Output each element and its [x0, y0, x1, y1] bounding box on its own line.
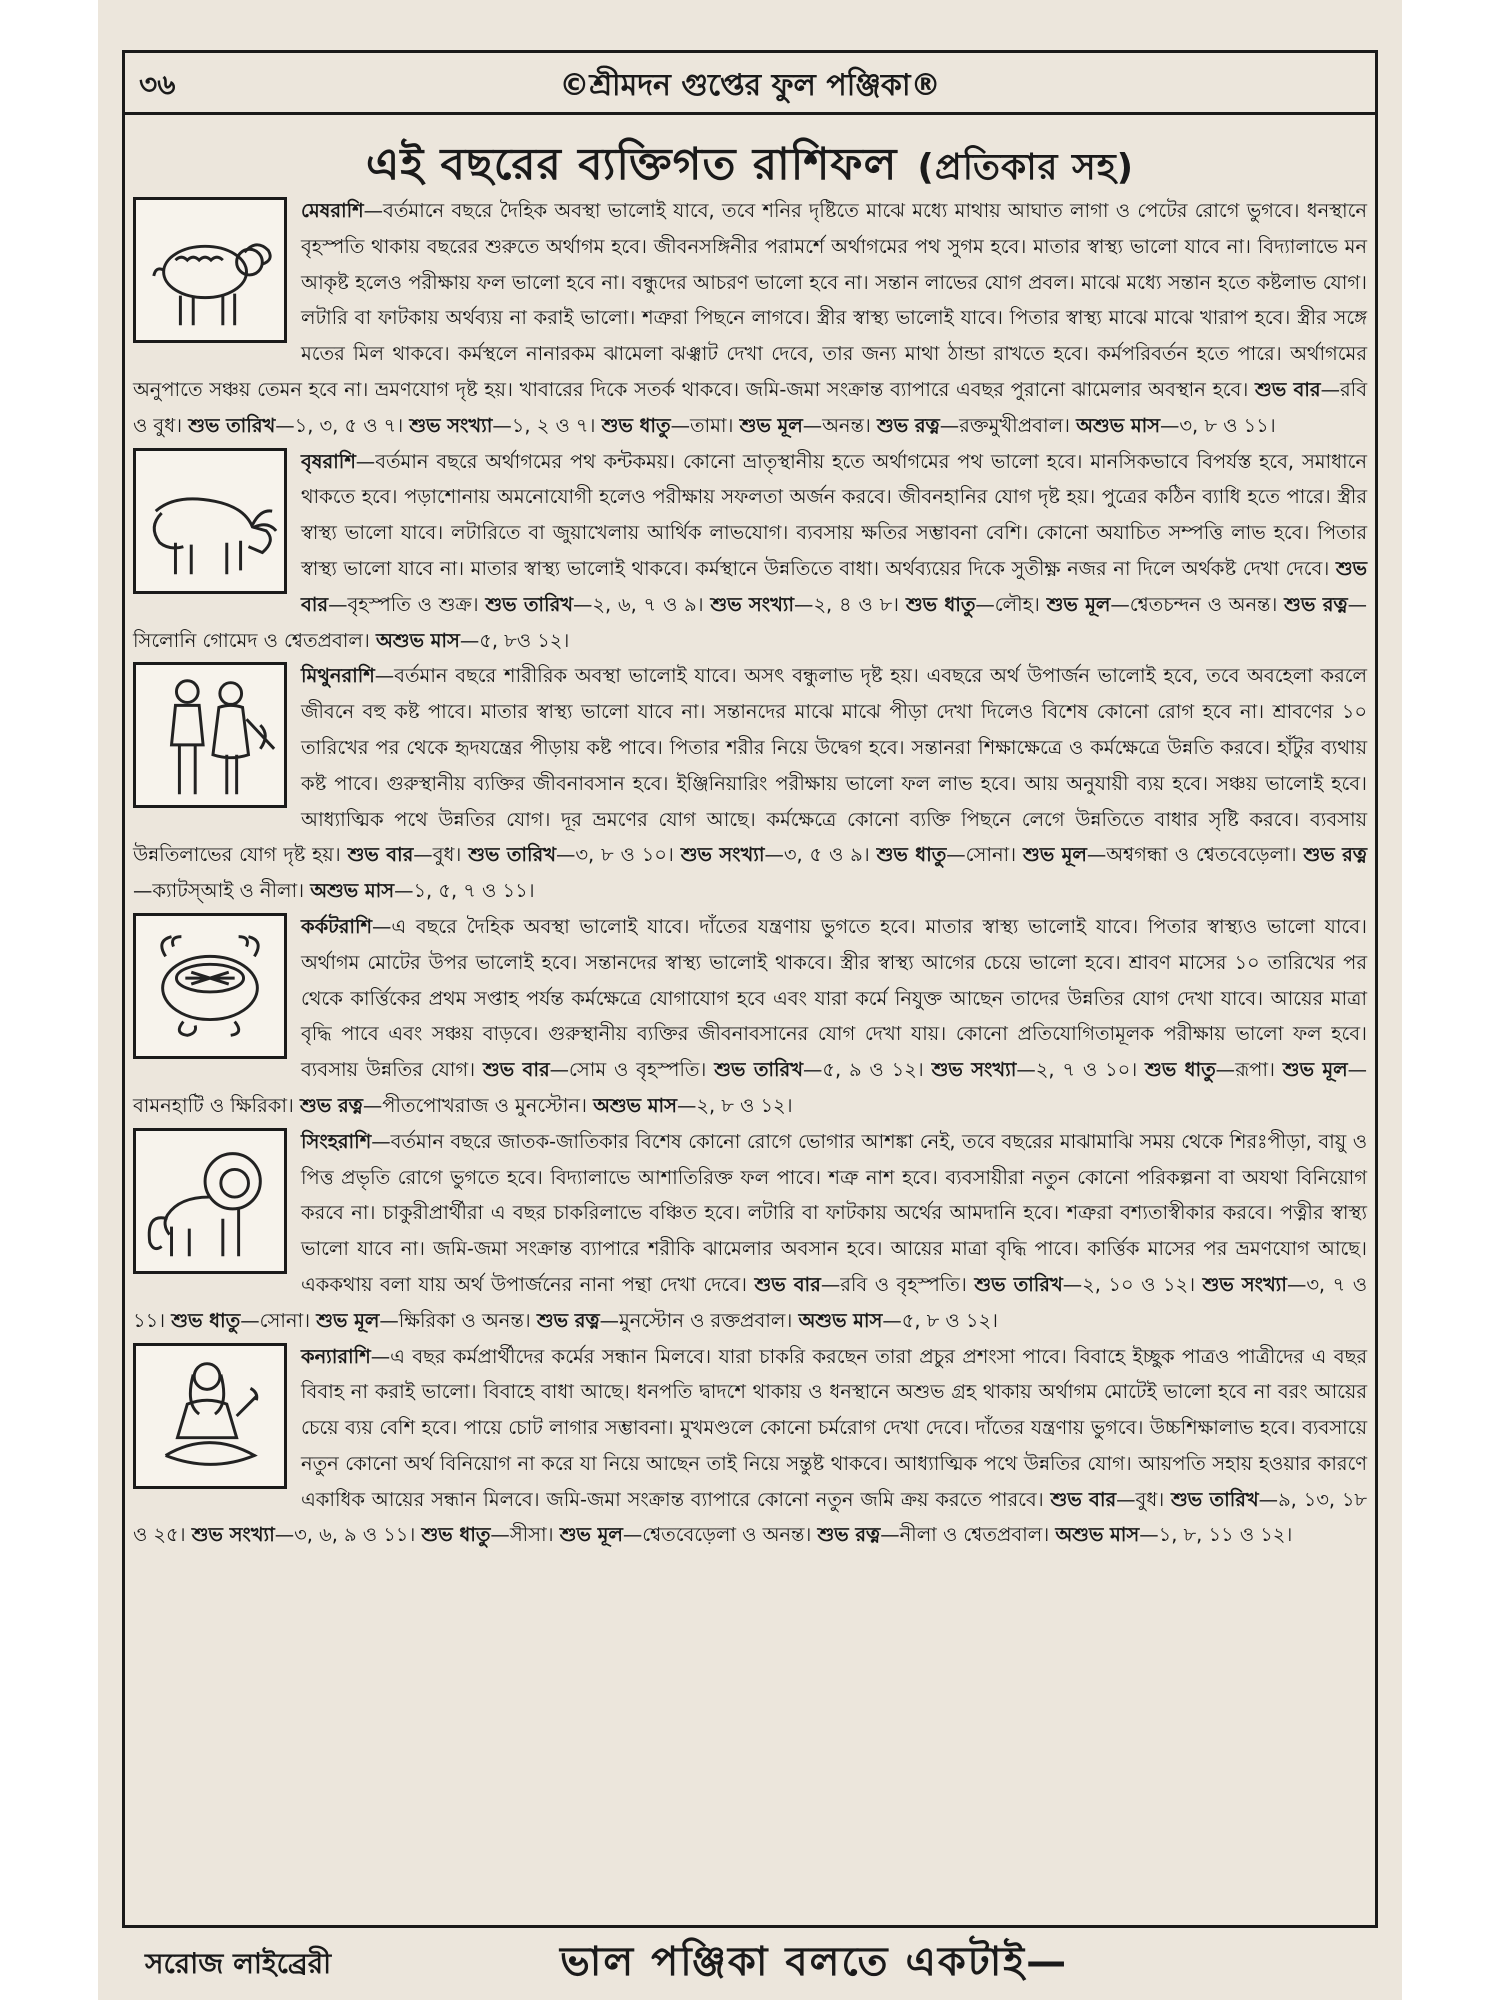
sign-entry-aries — [133, 193, 1367, 444]
remedy-label-date: শুভ তারিখ — [1170, 1487, 1259, 1511]
remedy-value-day: —রবি ও বুধ। — [133, 377, 1368, 437]
sign-description: —বর্তমান বছরে শারীরিক অবস্থা ভালোই যাবে। অসৎ বন্ধুলাভ দৃষ্ট হয়। এবছরে অর্থ উপার্জন ভালোই হবে, তবে অবহেলা করলে জীবনে বহু কষ্ট পাবে। মাতার স্বাস্থ্য ভালো যাবে না। সন্তানদের মাঝে মাঝে পীড়া দেখা দিলেও বিশেষ কোনো রোগ হবে না। শ্রাবণের ১০ তারিখের পর থেকে হৃদযন্ত্রের পীড়ায় কষ্ট পাবে। পিতার শরীর নিয়ে উদ্বেগ হবে। সন্তানরা শিক্ষাক্ষেত্রে ও কর্মক্ষেত্রে উন্নতি করবে। হাঁটুর ব্যথায় কষ্ট পাবে। গুরুস্থানীয় ব্যক্তির জীবনাবসান হবে। ইঞ্জিনিয়ারিং পরীক্ষায় ভালো ফল লাভ হবে। আয় অনুযায়ী ব্যয় হবে। সঞ্চয় ভালোই হবে। আধ্যাত্মিক পথে উন্নতির যোগ। দূর ভ্রমণের যোগ আছে। কর্মক্ষেত্রে কোনো ব্যক্তি পিছনে লেগে উন্নতিতে বাধার সৃষ্টি করবে। ব্যবসায় উন্নতিলাভের যোগ দৃষ্ট হয়। — [133, 664, 1367, 867]
remedy-value-date: —২, ১০ ও ১২। — [1062, 1272, 1196, 1296]
remedy-label-number: শুভ সংখ্যা — [191, 1523, 275, 1547]
remedy-label-date: শুভ তারিখ — [714, 1058, 803, 1082]
sign-entry-taurus — [133, 444, 1367, 659]
remedy-label-root: শুভ মূল — [1023, 843, 1087, 867]
ram-icon — [133, 197, 287, 343]
remedy-value-date: —৩, ৮ ও ১০। — [555, 843, 674, 867]
sign-entry-gemini — [133, 658, 1367, 909]
couple-icon — [133, 662, 287, 808]
sign-name: কন্যারাশি — [301, 1344, 371, 1368]
remedy-value-month: —১, ৫, ৭ ও ১১। — [394, 879, 535, 903]
remedy-value-date: —১, ৩, ৫ ও ৭। — [275, 413, 404, 437]
remedy-label-gem: শুভ রত্ন — [876, 413, 940, 437]
remedy-value-number: —৩, ৫ ও ৯। — [764, 843, 870, 867]
remedy-value-metal: —সোনা। — [240, 1308, 311, 1332]
publication-title: ©শ্রীমদন গুপ্তের ফুল পঞ্জিকা® — [559, 68, 941, 103]
sign-description: —বর্তমান বছরে অর্থাগমের পথ কন্টকময়। কোনো ভ্রাতৃস্থানীয় হতে অর্থাগমের পথ ভালো হবে। মানসিকভাবে বিপর্যস্ত হবে, সমাধানে থাকতে হবে। পড়াশোনায় অমনোযোগী হলেও পরীক্ষায় সফলতা অর্জন করবে। জীবনহানির যোগ দৃষ্ট হয়। পুত্রের কঠিন ব্যাধি হতে পারে। স্ত্রীর স্বাস্থ্য ভালো যাবে। লটারিতে বা জুয়াখেলায় আর্থিক লাভযোগ। ব্যবসায় ক্ষতির সম্ভাবনা বেশি। কোনো অযাচিত সম্পত্তি লাভ হবে। পিতার স্বাস্থ্য ভালো যাবে না। মাতার স্বাস্থ্য ভালোই থাকবে। কর্মস্থানে উন্নতিতে বাধা। অর্থব্যয়ের দিকে সুতীক্ষ্ণ নজর না দিলে অর্থকষ্ট দেখা দেবে। — [301, 449, 1367, 580]
remedy-label-number: শুভ সংখ্যা — [409, 413, 493, 437]
remedy-label-day: শুভ বার — [1255, 377, 1321, 401]
remedy-value-metal: —লৌহ। — [975, 592, 1040, 616]
remedy-value-root: —অশ্বগন্ধা ও শ্বেতবেড়েলা। — [1086, 843, 1297, 867]
remedy-label-gem: শুভ রত্ন — [300, 1093, 363, 1117]
remedy-label-date: শুভ তারিখ — [468, 843, 556, 867]
remedy-value-root: —বামনহাটি ও ক্ষিরিকা। — [133, 1058, 1367, 1117]
remedy-label-date: শুভ তারিখ — [188, 413, 276, 437]
lion-icon — [133, 1128, 287, 1274]
remedy-label-gem: শুভ রত্ন — [536, 1308, 600, 1332]
remedy-label-metal: শুভ ধাতু — [421, 1523, 491, 1547]
remedy-label-root: শুভ মূল — [316, 1308, 380, 1332]
remedy-label-day: শুভ বার — [482, 1058, 550, 1082]
remedy-value-date: —৫, ৯ ও ১২। — [802, 1058, 924, 1082]
remedy-value-month: —৩, ৮ ও ১১। — [1160, 413, 1276, 437]
running-header — [125, 53, 1375, 115]
remedy-value-month: —৫, ৮ ও ১২। — [882, 1308, 998, 1332]
sign-name: কর্কটরাশি — [301, 914, 373, 938]
remedy-label-date: শুভ তারিখ — [974, 1272, 1063, 1296]
remedy-label-number: শুভ সংখ্যা — [680, 843, 765, 867]
remedy-label-metal: শুভ ধাতু — [905, 592, 976, 616]
remedy-value-metal: —সীসা। — [490, 1523, 554, 1547]
remedy-value-gem: —নীলা ও শ্বেতপ্রবাল। — [880, 1523, 1050, 1547]
remedy-value-month: —২, ৮ ও ১২। — [676, 1093, 793, 1117]
remedy-label-metal: শুভ ধাতু — [1145, 1058, 1216, 1082]
remedy-label-day: শুভ বার — [754, 1272, 821, 1296]
sign-name: মিথুনরাশি — [301, 664, 375, 688]
remedy-label-month: অশুভ মাস — [375, 628, 460, 652]
remedy-value-number: —৩, ৬, ৯ ও ১১। — [274, 1523, 416, 1547]
remedy-label-metal: শুভ ধাতু — [876, 843, 947, 867]
remedy-value-metal: —সোনা। — [946, 843, 1017, 867]
remedy-value-gem: —পীতপোখরাজ ও মুনস্টোন। — [362, 1093, 587, 1117]
remedy-label-metal: শুভ ধাতু — [171, 1308, 241, 1332]
footer-slogan: ভাল পঞ্জিকা বলতে একটাই— — [560, 1939, 1069, 1985]
footer-publisher: সরোজ লাইব্রেরী — [145, 1947, 332, 1980]
remedy-value-gem: —রক্তমুখীপ্রবাল। — [939, 413, 1070, 437]
remedy-value-day: —বৃহস্পতি ও শুক্র। — [328, 592, 479, 616]
remedy-value-root: —শ্বেতচন্দন ও অনন্ত। — [1110, 592, 1278, 616]
remedy-label-root: শুভ মূল — [739, 413, 803, 437]
remedy-value-date: —৯, ১৩, ১৮ ও ২৫। — [133, 1487, 1367, 1547]
remedy-label-root: শুভ মূল — [1046, 592, 1111, 616]
remedy-value-month: —১, ৮, ১১ ও ১২। — [1139, 1523, 1293, 1547]
sign-description: —বর্তমান বছরে জাতক-জাতিকার বিশেষ কোনো রোগে ভোগার আশঙ্কা নেই, তবে বছরের মাঝামাঝি সময় থেকে শিরঃপীড়া, বায়ু ও পিত্ত প্রভৃতি রোগে ভুগতে হবে। বিদ্যালাভে আশাতিরিক্ত ফল পাবে। শত্রু নাশ হবে। ব্যবসায়ীরা নতুন কোনো পরিকল্পনা বা অযথা বিনিয়োগ করবে না। চাকুরীপ্রার্থীরা এ বছর চাকরিলাভে বঞ্চিত হবে। লটারি বা ফাটকায় অর্থের আমদানি হবে। শত্রুরা বশ্যতাস্বীকার করবে। পত্নীর স্বাস্থ্য ভালো যাবে না। জমি-জমা সংক্রান্ত ব্যাপারে শরীকি ঝামেলার অবসান হবে। আয়ের মাত্রা বৃদ্ধি পাবে। কার্ত্তিক মাসের পর ভ্রমণযোগ আছে। এককথায় বলা যায় অর্থ উপার্জনের নানা পন্থা দেখা দেবে। — [301, 1129, 1367, 1296]
remedy-value-metal: —তামা। — [670, 413, 734, 437]
page-title-sub: (প্রতিকার সহ) — [917, 147, 1135, 188]
remedy-value-gem: —মুনস্টোন ও রক্তপ্রবাল। — [599, 1308, 793, 1332]
remedy-value-number: —২, ৭ ও ১০। — [1016, 1058, 1138, 1082]
remedy-label-number: শুভ সংখ্যা — [710, 592, 795, 616]
sign-description: —এ বছরে দৈহিক অবস্থা ভালোই যাবে। দাঁতের যন্ত্রণায় ভুগতে হবে। মাতার স্বাস্থ্য ভালোই যাবে। পিতার স্বাস্থ্যও ভালো যাবে। অর্থাগম মোটের উপর ভালোই হবে। সন্তানদের স্বাস্থ্য ভালোই থাকবে। স্ত্রীর স্বাস্থ্য আগের চেয়ে ভালো হবে। শ্রাবণ মাসের ১০ তারিখের পর থেকে কার্ত্তিকের প্রথম সপ্তাহ পর্যন্ত কর্মক্ষেত্রে যোগাযোগ হবে এবং যারা কর্মে নিযুক্ত আছেন তাদের উন্নতির যোগ দেখা যাবে। আয়ের মাত্রা বৃদ্ধি পাবে এবং সঞ্চয় বাড়বে। গুরুস্থানীয় ব্যক্তির জীবনাবসানের যোগ দেখা যায়। কোনো প্রতিযোগিতামূলক পরীক্ষায় ভালো ফল হবে। ব্যবসায় উন্নতির যোগ। — [301, 914, 1367, 1082]
remedy-value-root: —শ্বেতবেড়েলা ও অনন্ত। — [622, 1523, 812, 1547]
remedy-label-month: অশুভ মাস — [593, 1093, 677, 1117]
remedy-label-day: শুভ বার — [347, 843, 414, 867]
sign-entry-cancer — [133, 909, 1367, 1124]
sign-description: —বর্তমানে বছরে দৈহিক অবস্থা ভালোই যাবে, তবে শনির দৃষ্টিতে মাঝে মধ্যে মাথায় আঘাত লাগা ও পেটের রোগে ভুগবে। ধনস্থানে বৃহস্পতি থাকায় বছরের শুরুতে অর্থাগম হবে। জীবনসঙ্গিনীর পরামর্শে অর্থাগমের পথ সুগম হবে। মাতার স্বাস্থ্য ভালো যাবে না। বিদ্যালাভে মন আকৃষ্ট হলেও পরীক্ষায় ফল ভালো হবে না। বন্ধুদের আচরণ ভালো হবে না। সন্তান লাভের যোগ প্রবল। মাঝে মধ্যে সন্তান হতে কষ্টলাভ যোগ। লটারি বা ফাটকায় অর্থব্যয় না করাই ভালো। শত্রুরা পিছনে লাগবে। স্ত্রীর স্বাস্থ্য ভালোই যাবে। পিতার স্বাস্থ্য মাঝে মাঝে খারাপ হবে। স্ত্রীর সঙ্গে মতের মিল থাকবে। কর্মস্থলে নানারকম ঝামেলা ঝঞ্ঝাট দেখা দেবে, তার জন্য মাথা ঠান্ডা রাখতে হবে। কর্মপরিবর্তন হতে পারে। অর্থাগমের অনুপাতে সঞ্চয় তেমন হবে না। ভ্রমণযোগ দৃষ্ট হয়। খাবারের দিকে সতর্ক থাকবে। জমি-জমা সংক্রান্ত ব্যাপারে এবছর পুরানো ঝামেলার অবস্থান হবে। — [133, 199, 1367, 401]
remedy-value-day: —রবি ও বৃহস্পতি। — [820, 1272, 967, 1296]
sign-name: বৃষরাশি — [301, 449, 356, 473]
horoscope-list — [133, 193, 1367, 1921]
remedy-value-gem: —সিলোনি গোমেদ ও শ্বেতপ্রবাল। — [133, 592, 1367, 652]
remedy-label-day: শুভ বার — [1050, 1487, 1117, 1511]
remedy-value-number: —২, ৪ ও ৮। — [794, 592, 899, 616]
remedy-label-gem: শুভ রত্ন — [817, 1523, 881, 1547]
remedy-value-gem: —ক্যাটস্আই ও নীলা। — [133, 879, 305, 903]
remedy-value-day: —সোম ও বৃহস্পতি। — [549, 1058, 707, 1082]
page-frame — [122, 50, 1378, 1928]
sign-name: সিংহরাশি — [301, 1129, 372, 1153]
remedy-label-root: শুভ মূল — [1282, 1058, 1348, 1082]
sign-entry-leo — [133, 1124, 1367, 1339]
remedy-value-number: —১, ২ ও ৭। — [492, 413, 596, 437]
remedy-label-month: অশুভ মাস — [1055, 1523, 1140, 1547]
sign-description: —এ বছর কর্মপ্রার্থীদের কর্মের সন্ধান মিলবে। যারা চাকরি করছেন তারা প্রচুর প্রশংসা পাবে। বিবাহে ইচ্ছুক পাত্রও পাত্রীদের এ বছর বিবাহ না করাই ভালো। বিবাহে বাধা আছে। ধনপতি দ্বাদশে থাকায় ও ধনস্থানে অশুভ গ্রহ থাকায় অর্থাগম মোটেই ভালো হবে না বরং আয়ের চেয়ে ব্যয় বেশি হবে। পায়ে চোট লাগার সম্ভাবনা। মুখমণ্ডলে কোনো চর্মরোগ দেখা দেবে। দাঁতের যন্ত্রণায় ভুগবে। উচ্চশিক্ষালাভ হবে। ব্যবসায়ে নতুন কোনো অর্থ বিনিয়োগ না করে যা নিয়ে আছেন তাই নিয়ে সন্তুষ্ট থাকবে। আধ্যাত্মিক পথে উন্নতির যোগ। আয়পতি সহায় হওয়ার কারণে একাধিক আয়ের সন্ধান মিলবে। জমি-জমা সংক্রান্ত ব্যাপারে কোনো নতুন জমি ক্রয় করতে পারবে। — [301, 1344, 1367, 1511]
remedy-value-month: —৫, ৮ও ১২। — [459, 628, 570, 652]
sign-entry-virgo — [133, 1339, 1367, 1554]
remedy-label-day: শুভ বার — [301, 556, 1367, 616]
bull-icon — [133, 448, 287, 594]
remedy-value-metal: —রূপা। — [1215, 1058, 1275, 1082]
remedy-value-number: —৩, ৭ ও ১১। — [133, 1272, 1368, 1332]
remedy-label-month: অশুভ মাস — [798, 1308, 883, 1332]
remedy-value-day: —বুধ। — [1116, 1487, 1165, 1511]
remedy-value-root: —অনন্ত। — [802, 413, 871, 437]
remedy-label-date: শুভ তারিখ — [485, 592, 573, 616]
maiden-icon — [133, 1343, 287, 1489]
crab-icon — [133, 913, 287, 1059]
remedy-value-root: —ক্ষিরিকা ও অনন্ত। — [379, 1308, 531, 1332]
remedy-value-date: —২, ৬, ৭ ও ৯। — [573, 592, 704, 616]
remedy-label-root: শুভ মূল — [559, 1523, 623, 1547]
remedy-label-gem: শুভ রত্ন — [1284, 592, 1348, 616]
remedy-label-number: শুভ সংখ্যা — [1202, 1272, 1287, 1296]
remedy-label-gem: শুভ রত্ন — [1303, 843, 1367, 867]
page-title-main: এই বছরের ব্যক্তিগত রাশিফল — [365, 139, 898, 190]
remedy-label-month: অশুভ মাস — [1076, 413, 1161, 437]
sign-name: মেষরাশি — [301, 199, 364, 222]
remedy-label-number: শুভ সংখ্যা — [931, 1058, 1017, 1082]
remedy-label-month: অশুভ মাস — [310, 879, 395, 903]
remedy-value-day: —বুধ। — [413, 843, 462, 867]
page-number: ৩৬ — [139, 68, 176, 101]
remedy-label-metal: শুভ ধাতু — [601, 413, 671, 437]
